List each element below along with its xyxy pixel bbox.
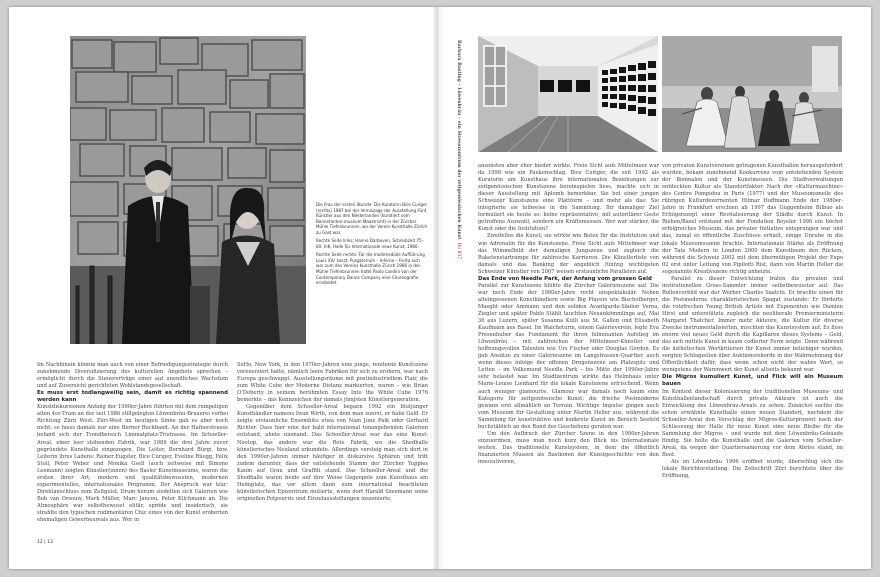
caption-vernissage: Die Frau der ersten Stunde: Die Kuratorin Bice Curiger (rechts) 1987 bei der Vernissage der Ausstellung Fünf Künstler aus den Niederlanden (kuratiert vom Bonnefanten-museum Maastricht) in der Zürcher Mühle Tiefenbrunnen, wo der Verein Kunsthalle Zürich zu Gast war.: [316, 202, 428, 235]
running-head: [453, 40, 462, 315]
page-numbers: 12 | 13: [37, 540, 53, 545]
photo-performance: [662, 36, 842, 152]
paragraph: Kunstdiskursionen Anfang der 1990er-Jahre führten mit dem rumpeligen alten 4er-Tram an der seit 1986 stillgelegten Löwenbräu-Brauerei vorbei Richtung Zürii West. Züri-West im heutigen Sinne gab es aber noch nicht; so hiess damals nur eine Berner Rockband. An der Hafnerstrasse befand sich der Trendbereich Limmatplatz-Tristrasse. Im Schoeller-Areal, einer leer stehenden Fabrik, war 1989 die drei Jahre zuvor gegründete Kunsthalle eingezogen. Die Leiter, Bernhard Bürgi, bzw. Leiterin ihres Ladens: Rainer Eugster, Bice Curiger, Eveline Rüegg, Felix Stoll, Peter Weber und Monika Gsell (auch zeitweise mit Simone Leemann) zeigten Künstler(innen) des Basler Kunstmuseums, waren die ersten ihrer Art, modern und qualitätsbewussten, modernen experimentelles, internationales Programm. Der Anspruch war klar: Direktanschluss zum Zeitgeist. Drum herum siedelten sich Galerien wie Bob van Orsouw, Mark Müller, Marc Jancou, Peter Kilchmann an. Die Atmosphäre war selbstbewusst elitär, spröde und insiderisch, sie strahlte den typischen rudimentären Chic eines von der Kunst eroberten ehemaligen Gewerbeareals aus. Wer in: [37, 404, 228, 524]
page-gutter: [432, 7, 444, 569]
paragraph: Parallel zu dieser Entwicklung traten die privaten und institutionellen Gross-Sammler immer selbstbewusster auf. Das Rollenvorbild war der Werber Charles Saatchi. Er brachte einen für die Postmoderne charakteristischen Spagat zustande: Er förderte die rotzfrechen Young British Artists mit Exponenten wie Damien Hirst und unterstützte zugleich die neoliberale Premierministerin Margaret Thatcher. Immer mehr Akteure, die Kultur für diverse Zwecke instrumentalisierten, mischten das Kunstsystem auf. Es floss enorm viel neues Geld durch die Kapillaren dieses Systems – Geld, das sich mittels Kunst in kaum codierter Form zeigte. Denn während die ästhetischen Wertkriterien für Kunst immer beliebiger wurden, sorgten Schlagzeilen über Auktionsrekorde in der Wahrnehmung der Öffentlichkeit dafür, dass wenn schon nicht der wahre Wert, so wenigstens der Warenwert der Kunst allseits bekannt war.: [662, 275, 843, 374]
vernissage-photo-graphic: [70, 36, 306, 344]
section-heading: Die Migros kumuliert Kunst, und Flick will ein Museum bauen: [662, 374, 843, 388]
paragraph: Zweifellos die Kunst; sie wirkte wie Botox für die Institution und wie Adrenalin für die Kunstszene. Freie Sicht aufs Mittelmeer war das Wimmelbild der damaligen Jungszene und zugleich die Raketenstartrampe für zahlreiche Karrieren. Die Künstlerliste von damals und das Ranking der angeblich fünfzig wichtigsten Schweizer Künstler von 2007 weisen erstaunliche Parallelen auf.: [478, 233, 659, 275]
paragraph: Im Kontext dieser Kolonisierung der traditionellen Museums- und Kunsthallenlandschaft durch private Akteure ist auch die Entwicklung des Löwenbräu-Areals zu sehen. Zunächst suchte die schon erwähnte Kunsthalle einen neuen Standort, nachdem die Schoeller-Areal den Vorschlag der Migros-Kulturprozent nach der Schliessung der Halle für neue Kunst eine neue Bleibe für die Sammlung der Migros – und wurde mit dem Löwenbräu-Gebäude fündig. Sie holte die Kunsthalle und die Galerien vom Schoeller-Areal, da wegen der Quartiersanierung vor dem Abriss stand, im Boot.: [662, 388, 843, 458]
caption-right-left: Rechte Seite links: Hanne Darboven, Schreibzeit 75–80. InK, Halle für Internationale neue Kunst, 1980.: [316, 238, 424, 249]
right-column-1: [478, 163, 659, 540]
photo-vernissage: [70, 36, 306, 344]
right-column-2: [662, 163, 843, 540]
paragraph: von privaten Kunstvereinen getragenen Kunsthallen herausgefordert wurden, bekam zunehmend Konkurrenz vom entstehenden System der Biennalen und der Kunstmessen. Die Stadtverwaltungen entdeckten Kultur als Standortfaktor. Nach der «Kulturmaschine» des Centre Pompidou in Paris (1977) und der Museumsmeile des rührigen Kulturdezernenten Hilmar Hoffmann Ende der 1980er-Jahre in Frankfurt erschien ab 1997 das Guggenheim Bilbao als Erfolgsrezept einer Revitalisierung der Städte durch Kunst. In Riehen/Basel entstand mit der Fondation Beyeler 1998 ein höchst erfolgreiches Museum, das privater Initiative entsprungen war und das, zumal es öffentliche Zuschüsse erhielt, einige Unruhe in die lokale Museumsszene brachte. Internationale Stärke als Eröffnung der Tate Modern in London 2000 dem Kunstboom den Rücken, während die Schweiz 2002 mit dem übermütigen Projekt der Expo 02 erst unter Leitung von Pipilotti Rist, dann von Martin Heller die sogenannte Kreativszene richtig anheizte.: [662, 163, 843, 275]
performance-photo-graphic: [662, 36, 842, 152]
photo-darboven: [478, 36, 658, 152]
paragraph: Um den Aufbruch der Zürcher Szene in den 1990er-Jahren einzuordnen, muss man noch kurz den Blick ins Internationale weiten. Das traditionelle Kunstsystem, in dem die öffentlich finanzierten Museen als Bastionen der Kunstgeschichte von den innovativeren,: [478, 430, 659, 465]
running-head-text: Barbara Basting – Löwenbräu – ein Stresszentrum der zeitgenössischen Kunst: [456, 40, 461, 240]
paragraph: Gegenüber dem Schoeller-Areal begann 1992 ein blutjunger Kunsthändler namens Iwan Wirth, von dem man zuerst, er habe Geld. Er zeigte erstaunliche Ensembles etwa von Nam June Paik oder Gerhard Richter. Dass hier eine der bald international tonangebenden Galerien entstand, ahnte niemand. Das Schoeller-Areal war das eine Kunst-Neotop, das andere war die Rote Fabrik, wo die Shedhalle künstlerisches Neuland erkundete. Allerdings versteig man sich dort in den 1990er-Jahren immer häufiger in diskursive Sphären und tritt zudem darunter, dass der entstehende Stamm der Zürcher Yuppies Kaum auf Grau und Graffiti stand. Das Schoeller-Areal und die Shedhalle waren beide auf ihre Weise Gegenpole zum Kunsthaus am Heimplatz, das vor allem dann zum international beachteten künstlerischen Epizentrum mutierte, wenn dort Harald Szeemann seine originellen Potpourris und Einzelausstellungen inszenierte,: [237, 404, 428, 502]
paragraph: Als im Löwenbräu 1996 eröffnet wurde, überschlug sich die lokale Berichterstattung. Die Zeitschrift Züri berichtete über die Eröffnung,: [662, 458, 843, 480]
paragraph: Im Nachhinein könnte man auch von einer Befriedigungsstrategie durch zunehmende Diversifizierung des kulturellen Angebots sprechen – ermöglicht durch die Steuererträge einer auf unendliches Wachstum und auf Zuversicht gerichteten Wohlstandsgesellschaft.: [37, 362, 228, 390]
running-page: Du 837: [456, 242, 461, 260]
left-column-2: [237, 362, 428, 536]
paragraph: SoHo, New York, in den 1970er-Jahren eine junge, renitente Kunstszene vorexerziert hatte, nämlich leere Fabriken für sich zu erobern, war nach Europa geschwappt. Ausstellungsräume mit postindustriellem Flair, die zum White Cube der Moderne Distanz markierten, waren – wie Brian O’Doherty in seinem berühmten Essay Into the White Cube 1976 bemerkte – das Kennzeichen der damals jüngsten Künstlergeneration.: [237, 362, 428, 404]
darboven-photo-graphic: [478, 36, 658, 152]
caption-right-right: Rechte Seite rechts: Für die multimediale Aufführung Louis XIV. tanzt, Purgatorium – Inferno – Ferita sich war zum des Vereins Kunsthalle Zürich 1986 in der Mühle Tiefenbrunnen hatte Paolo Landini von der Contemporary Dance Company eine Choreografie erarbeitet.: [316, 252, 425, 286]
section-heading: Das Ende von Needle Park, der Anfang vom grossen Geld: [478, 275, 652, 282]
left-column-1: [37, 362, 228, 536]
paragraph: ansonsten aber eher bieder wirkte. Freie Sicht aufs Mittelmeer war da 1998 wie ein Paukenschlag. Bice Curiger, die seit 1992 als Kuratorin am Kunsthaus ihre internationalen Beziehungen zur zeitgenössischen Kunstszene bereinspielen liess, machte sich in dieser Ausstellung mit Aplomb bemerkbar. Sie bot einer jungen Schweizer Kunstszene eine Plattform – und mehr als das: Sie integrierte sie teilweise in die Sammlung. Ihr damaliger Ziel formuliert sie heute so: keine repräsentative, mit autoritärer Geste getroffene Auswahl, sondern ein Kräftemessen. Wer war stärker, die Kunst oder die Institution?: [478, 163, 659, 233]
photo-captions: [316, 202, 428, 289]
paragraph: Parallel zur Kunstszene blühte die Zürcher Galerienszene auf. Die war noch Ende der 1980er-Jahre recht unspektakulär. Neben alteingessenen Kunsthändlern sowie Big Players wie Bischofberger, Maeght oder Ammann und den soliden Avantgarde-Säulen Verna, Ziegler und später Pablo Stähli tauchten Neuankömmlinge auf, Mai 36 aus Luzern, später Susanna Kulli aus St. Gallen und Elisabeth Kaufmann aus Basel. Im Walcheturm, einem Galerieverein, legte Eva Presenhuber das Fundament für ihren fulminanten Aufstieg im Löwenbräu – mit zahlreichen der Mittelmeer-Künstler und hoffnungsvollen Talenten wie Urs Fischer oder Douglas Gordon. Es gab Ansätze zu einer Galerieszene im Langstrassen-Quartier, auch wenn dieses infolge der offenen Drogenszene am Platzspitz und Letten – im Volksmund Needle Park – bis Mitte der 1990er-Jahre sehr belastet war. Im Stadtzentrum wirkte das Helmhaus unter Marie-Louise Lienhard für die lokale Kunstszene erfrischend. Wenn auch weniger glamourös. Glamour war damals noch kaum eine Kategorie für zeitgenössische Kunst; die frische Postmoderne gewann erst allmählich an Terrain. Wichtige Impulse gingen auch vom Museum für Gestaltung unter Martin Heller aus, während die Sammlung für konstruktive und konkrete Kunst im Bereich Seefeld buchstäblich an den Rand des Geschehens geraten war.: [478, 282, 659, 430]
section-heading: Es muss erst todlangweilig sein, damit es richtig spannend werden kann: [37, 390, 228, 404]
